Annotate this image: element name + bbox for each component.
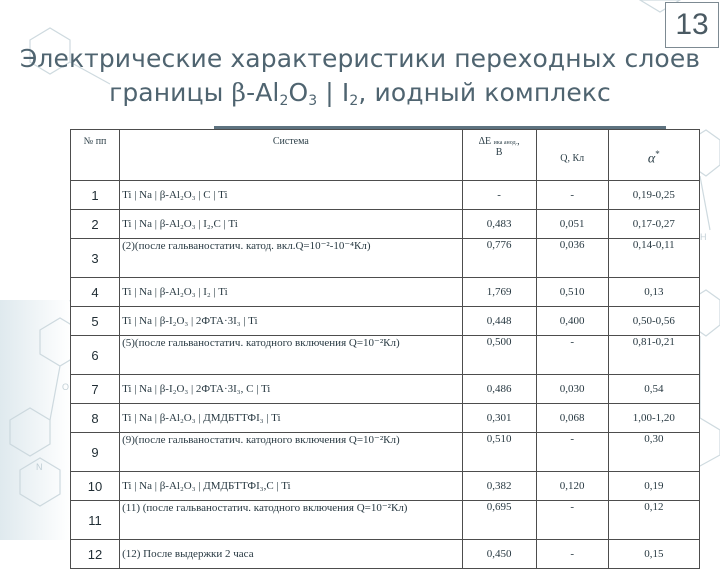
table-row (71, 501, 700, 540)
row-charge: 0,068 (536, 404, 608, 433)
row-number: 11 (71, 501, 120, 540)
row-delta-e: 0,776 (462, 239, 536, 278)
row-charge: 0,120 (536, 472, 608, 501)
row-alpha: 0,50-0,56 (608, 307, 699, 336)
row-number: 12 (71, 540, 120, 569)
table-row (71, 181, 700, 210)
row-delta-e: 0,448 (462, 307, 536, 336)
row-alpha: 0,15 (608, 540, 699, 569)
row-delta-e: 0,301 (462, 404, 536, 433)
row-system: Ti | Na | β-I₂O₃ | 2ФТА·3I₃, C | Ti (120, 375, 462, 404)
row-alpha: 0,12 (608, 501, 699, 540)
slide-number: 13 (665, 2, 719, 48)
header-alpha: α* (608, 130, 699, 181)
row-system: (9)(после гальваностатич. катодного включения Q=10⁻²Кл) (120, 433, 462, 472)
row-alpha: 0,30 (608, 433, 699, 472)
header-system: Система (120, 130, 462, 181)
row-charge: - (536, 540, 608, 569)
row-delta-e: - (462, 181, 536, 210)
row-alpha: 0,17-0,27 (608, 210, 699, 239)
characteristics-table (70, 129, 700, 569)
row-system: (12) После выдержки 2 часа (120, 540, 462, 569)
row-alpha: 0,19-0,25 (608, 181, 699, 210)
table-row (71, 307, 700, 336)
table-header-row (71, 130, 700, 181)
row-charge: - (536, 501, 608, 540)
row-alpha: 0,54 (608, 375, 699, 404)
row-system: Ti | Na | β-Al₂O₃ | C | Ti (120, 181, 462, 210)
row-system: Ti | Na | β-Al₂O₃ | ДМДБТТФI₃ | Ti (120, 404, 462, 433)
row-system: (11) (после гальваностатич. катодного включения Q=10⁻²Кл) (120, 501, 462, 540)
row-delta-e: 0,483 (462, 210, 536, 239)
svg-text:O: O (62, 382, 70, 392)
row-alpha: 0,19 (608, 472, 699, 501)
row-alpha: 1,00-1,20 (608, 404, 699, 433)
row-number: 5 (71, 307, 120, 336)
header-delta-e: ΔE ика анод., В (462, 130, 536, 181)
table-row (71, 472, 700, 501)
row-delta-e: 0,510 (462, 433, 536, 472)
header-number: № пп (71, 130, 120, 181)
slide-title (0, 42, 720, 110)
row-delta-e: 0,695 (462, 501, 536, 540)
row-delta-e: 0,486 (462, 375, 536, 404)
row-charge: - (536, 433, 608, 472)
row-system: Ti | Na | β-I₂O₃ | 2ФТА·3I₃ | Ti (120, 307, 462, 336)
row-delta-e: 0,500 (462, 336, 536, 375)
row-number: 4 (71, 278, 120, 307)
title-line-1: Электрические характеристики переходных слоев (19, 44, 701, 73)
title-line-2: границы $\beta-Al_2O_3$ | $I_2$, иодный комплекс (109, 78, 611, 109)
row-system: Ti | Na | β-Al₂O₃ | ДМДБТТФI₃,C | Ti (120, 472, 462, 501)
row-delta-e: 1,769 (462, 278, 536, 307)
row-delta-e: 0,382 (462, 472, 536, 501)
row-alpha: 0,14-0,11 (608, 239, 699, 278)
table-row (71, 239, 700, 278)
table-row (71, 278, 700, 307)
row-system: (2)(после гальваностатич. катод. вкл.Q=10⁻²-10⁻⁴Кл) (120, 239, 462, 278)
row-alpha: 0,13 (608, 278, 699, 307)
row-charge: 0,400 (536, 307, 608, 336)
row-number: 9 (71, 433, 120, 472)
table-row (71, 404, 700, 433)
svg-text:H: H (700, 232, 707, 242)
row-system: Ti | Na | β-Al₂O₃ | I₂ | Ti (120, 278, 462, 307)
row-number: 7 (71, 375, 120, 404)
svg-text:N: N (36, 462, 43, 472)
table-row (71, 540, 700, 569)
row-delta-e: 0,450 (462, 540, 536, 569)
row-charge: 0,030 (536, 375, 608, 404)
row-number: 1 (71, 181, 120, 210)
table-row (71, 336, 700, 375)
table-row (71, 375, 700, 404)
header-charge: Q, Кл (536, 130, 608, 181)
table-row (71, 433, 700, 472)
row-number: 2 (71, 210, 120, 239)
row-charge: - (536, 181, 608, 210)
row-number: 8 (71, 404, 120, 433)
row-charge: - (536, 336, 608, 375)
row-charge: 0,036 (536, 239, 608, 278)
table-body (71, 181, 700, 569)
row-number: 6 (71, 336, 120, 375)
row-system: (5)(после гальваностатич. катодного включения Q=10⁻²Кл) (120, 336, 462, 375)
row-charge: 0,051 (536, 210, 608, 239)
row-alpha: 0,81-0,21 (608, 336, 699, 375)
row-number: 3 (71, 239, 120, 278)
row-system: Ti | Na | β-Al₂O₃ | I₂,C | Ti (120, 210, 462, 239)
table-row (71, 210, 700, 239)
beta-symbol: β (231, 78, 247, 107)
row-charge: 0,510 (536, 278, 608, 307)
row-number: 10 (71, 472, 120, 501)
